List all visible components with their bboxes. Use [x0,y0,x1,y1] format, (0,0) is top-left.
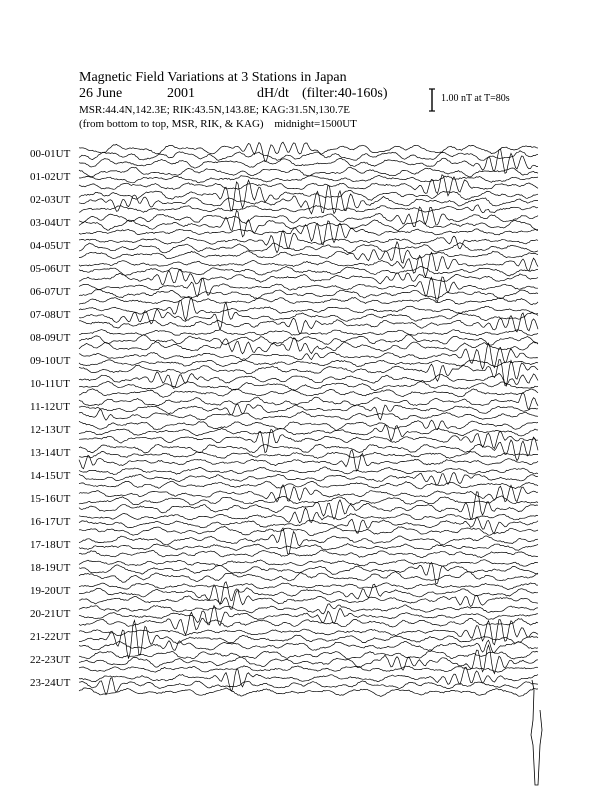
row-label-04-05UT: 04-05UT [30,240,71,252]
trace-18-19UT-RIK [79,562,538,584]
trace-10-11UT-KAG [79,372,538,389]
row-label-22-23UT: 22-23UT [30,654,71,666]
row-label-08-09UT: 08-09UT [30,332,71,344]
trace-21-22UT-KAG [79,620,538,645]
row-label-09-10UT: 09-10UT [30,355,71,367]
trace-14-15UT-KAG [79,467,538,475]
trace-02-03UT-RIK [79,185,538,214]
trace-20-21UT-RIK [79,606,538,626]
trace-20-21UT-MSR [79,612,538,635]
trace-05-06UT-MSR [79,269,538,284]
row-label-23-24UT: 23-24UT [30,677,71,689]
scale-label: 1.00 nT at T=80s [441,93,510,104]
trace-22-23UT-KAG [79,651,538,659]
trace-13-14UT-KAG [79,437,538,461]
trace-00-01UT-KAG [79,142,538,161]
trace-04-05UT-MSR [79,242,538,263]
row-label-07-08UT: 07-08UT [30,309,71,321]
trace-19-20UT-KAG [79,583,538,590]
trace-end-deflection [531,680,542,785]
row-label-00-01UT: 00-01UT [30,148,71,160]
row-label-14-15UT: 14-15UT [30,470,71,482]
trace-10-11UT-MSR [79,389,538,398]
trace-18-19UT-MSR [79,572,538,583]
row-label-11-12UT: 11-12UT [30,401,70,413]
midnight-note: midnight=1500UT [274,118,357,130]
trace-17-18UT-MSR [79,550,538,558]
row-label-13-14UT: 13-14UT [30,447,71,459]
trace-13-14UT-MSR [79,450,538,471]
trace-18-19UT-KAG [79,560,538,567]
trace-12-13UT-KAG [79,420,538,430]
date-day: 26 June [79,86,123,101]
row-label-20-21UT: 20-21UT [30,608,71,620]
chart-title: Magnetic Field Variations at 3 Stations in Japan [79,70,347,85]
row-label-12-13UT: 12-13UT [30,424,71,436]
trace-04-05UT-RIK [79,243,538,253]
row-label-02-03UT: 02-03UT [30,194,71,206]
trace-15-16UT-RIK [79,496,538,505]
trace-08-09UT-KAG [79,330,538,336]
trace-06-07UT-MSR [79,297,538,304]
filter-label: (filter:40-160s) [302,86,388,101]
trace-17-18UT-KAG [79,528,538,554]
trace-09-10UT-KAG [79,343,538,369]
row-label-15-16UT: 15-16UT [30,493,71,505]
row-label-03-04UT: 03-04UT [30,217,71,229]
row-label-17-18UT: 17-18UT [30,539,71,551]
trace-14-15UT-MSR [79,481,538,489]
row-label-21-22UT: 21-22UT [30,631,71,643]
row-label-16-17UT: 16-17UT [30,516,71,528]
trace-05-06UT-RIK [79,266,538,276]
trace-17-18UT-RIK [79,544,538,551]
trace-06-07UT-KAG [79,277,538,302]
trace-21-22UT-MSR [79,640,538,652]
trace-23-24UT-KAG [79,667,538,690]
order-note-text: (from bottom to top, MSR, RIK, & KAG) [79,118,264,130]
trace-23-24UT-MSR [79,688,538,697]
row-label-18-19UT: 18-19UT [30,562,71,574]
trace-03-04UT-KAG [79,207,538,227]
row-label-05-06UT: 05-06UT [30,263,71,275]
trace-14-15UT-RIK [79,473,538,486]
date-year: 2001 [167,86,195,101]
stations-label: MSR:44.4N,142.3E; RIK:43.5N,143.8E; KAG:31.5N,130.7E [79,104,351,116]
row-label-19-20UT: 19-20UT [30,585,71,597]
trace-08-09UT-MSR [79,338,538,354]
trace-16-17UT-MSR [79,526,538,535]
trace-00-01UT-MSR [79,149,538,174]
row-label-10-11UT: 10-11UT [30,378,70,390]
row-label-06-07UT: 06-07UT [30,286,71,298]
quantity-label: dH/dt [257,86,289,101]
trace-21-22UT-RIK [79,620,538,658]
trace-15-16UT-KAG [79,485,538,502]
trace-10-11UT-RIK [79,381,538,390]
trace-19-20UT-RIK [79,582,538,605]
trace-19-20UT-MSR [79,591,538,610]
trace-00-01UT-RIK [79,151,538,161]
trace-11-12UT-MSR [79,409,538,420]
trace-09-10UT-MSR [79,360,538,386]
trace-09-10UT-RIK [79,360,538,367]
row-label-01-02UT: 01-02UT [30,171,71,183]
trace-20-21UT-KAG [79,604,538,614]
trace-08-09UT-RIK [79,335,538,345]
trace-06-07UT-RIK [79,290,538,299]
